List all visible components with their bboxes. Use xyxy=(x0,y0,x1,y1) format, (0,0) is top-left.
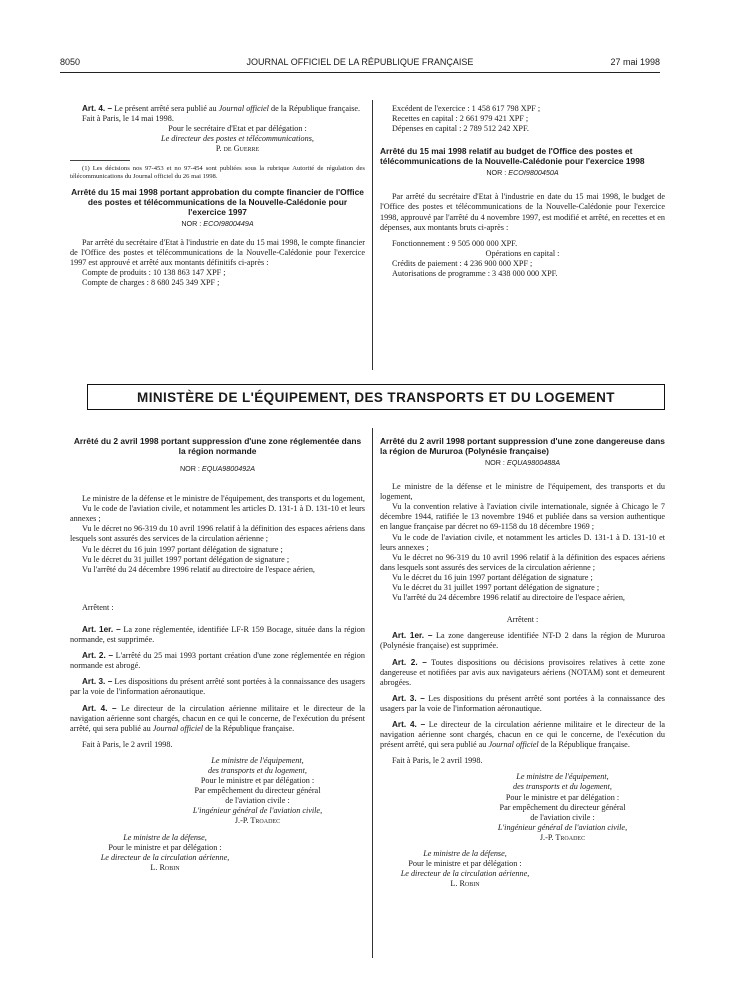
column-rule-bottom xyxy=(372,428,373,958)
compte-line: Dépenses en capital : 2 789 512 242 XPF. xyxy=(392,124,529,134)
article-4: Art. 4. – Le directeur de la circulation aérienne militaire et le directeur de la navigation aérienne sont chargés, chacun en ce qui le concerne, de l'exécution du présent arrêté, qui sera publié au Journal officiel de la République française. xyxy=(380,719,665,750)
signature-defense: Le ministre de la défense, Pour le ministre et par délégation : Le directeur de la circulation aérienne, L. Robin xyxy=(100,832,230,872)
visa: Vu l'arrêté du 24 décembre 1996 relatif au directoire de l'espace aérien, xyxy=(392,593,625,603)
arretent: Arrêtent : xyxy=(506,615,539,625)
compte-financier-body: Par arrêté du secrétaire d'Etat à l'industrie en date du 15 mai 1998, le compte financier de l'Office des postes et télécommunications de la Nouvelle-Calédonie pour l'exercice 1997 est approuvé et arrêté aux montants définitifs ci-après : xyxy=(70,237,365,267)
visa: Vu le décret no 96-319 du 10 avril 1996 relatif à la définition des espaces aériens dans lesquels sont assurés des services de la circulation aérienne ; xyxy=(70,524,365,544)
visa: Vu le décret du 16 juin 1997 portant délégation de signature ; xyxy=(82,544,283,554)
top-left-column xyxy=(70,104,365,288)
signature-line: Pour le secrétaire d'Etat et par délégation : xyxy=(168,124,307,134)
visa: Vu le décret du 31 juillet 1997 portant délégation de signature ; xyxy=(82,554,290,564)
visa: Vu le code de l'aviation civile, et notamment les articles D. 131-1 à D. 131-10 et leurs annexes ; xyxy=(380,532,665,552)
journal-title: JOURNAL OFFICIEL DE LA RÉPUBLIQUE FRANÇAISE xyxy=(246,57,474,67)
article-2: Art. 2. – L'arrêté du 25 mai 1993 portant création d'une zone réglementée en région normande est abrogé. xyxy=(70,651,365,671)
nor-reference: NOR : EQUA9800488A xyxy=(484,458,561,467)
visa: Vu l'arrêté du 24 décembre 1996 relatif au directoire de l'espace aérien, xyxy=(82,564,315,574)
article-1: Art. 1er. – La zone réglementée, identifiée LF-R 159 Bocage, située dans la région normande, est supprimée. xyxy=(70,624,365,645)
article-3: Art. 3. – Les dispositions du présent arrêté sont portées à la connaissance des usagers par la voie de l'information aéronautique. xyxy=(380,693,665,713)
visa: Vu le décret du 16 juin 1997 portant délégation de signature ; xyxy=(392,572,593,582)
footnote: (1) Les décisions nos 97-453 et no 97-454 sont publiées sous la rubrique Autorité de régulation des télécommunications du Journal officiel du 26 mai 1998. xyxy=(70,165,365,181)
signature-defense: Le ministre de la défense, Pour le ministre et par délégation : Le directeur de la circulation aérienne, L. Robin xyxy=(400,849,530,889)
compte-line: Recettes en capital : 2 661 979 421 XPF ; xyxy=(392,114,529,124)
nor-reference: NOR : EQUA9800492A xyxy=(179,464,256,473)
arrete-mururoa xyxy=(380,436,665,889)
article-1: Art. 1er. – La zone dangereuse identifiée NT-D 2 dans la région de Mururoa (Polynésie française) est supprimée. xyxy=(380,631,665,651)
issue-date: 27 mai 1998 xyxy=(610,57,660,67)
page-number: 8050 xyxy=(60,57,81,67)
article-2: Art. 2. – Toutes dispositions ou décisions provisoires relatives à cette zone dangereuse et notifiées par avis aux navigateurs aériens (NOTAM) sont et demeurent abrogées. xyxy=(380,657,665,687)
fait-a-paris: Fait à Paris, le 2 avril 1998. xyxy=(82,739,173,749)
article-4: Art. 4. – Le directeur de la circulation aérienne militaire et le directeur de la navigation aérienne sont chargés, chacun en ce qui le concerne, de l'exécution du présent arrêté, qui sera publié au Journal officiel de la République française. xyxy=(70,703,365,733)
footnote-rule xyxy=(70,160,130,161)
budget-line: Crédits de paiement : 4 236 900 000 XPF ; xyxy=(392,258,533,268)
compte-line: Excédent de l'exercice : 1 458 617 798 XPF ; xyxy=(392,104,541,113)
signature-equipement: Le ministre de l'équipement, des transports et du logement, Pour le ministre et par délégation : Par empêchement du directeur général de l'aviation civile : L'ingénieur général de l'aviation civile, J.-P. Troadec xyxy=(192,755,323,826)
mururoa-title: Arrêté du 2 avril 1998 portant suppression d'une zone dangereuse dans la région de Mururoa (Polynésie française) xyxy=(380,436,665,456)
visa: Vu la convention relative à l'aviation civile internationale, signée à Chicago le 7 décembre 1944, ratifiée le 13 novembre 1946 et publiée dans sa version authentique en langue française par décret no 69-1158 du 18 décembre 1969 ; xyxy=(380,502,665,532)
budget-line: Opérations en capital : xyxy=(485,248,560,258)
visa: Vu le décret no 96-319 du 10 avril 1996 relatif à la définition des espaces aériens dans lesquels sont assurés des services de la circulation aérienne ; xyxy=(380,552,665,572)
nor-reference: NOR : ECOI9800450A xyxy=(486,168,559,178)
arrete-normandie xyxy=(70,436,365,873)
compte-line: Compte de charges : 8 680 245 349 XPF ; xyxy=(82,277,220,287)
article-4-paragraph: Art. 4. – Le présent arrêté sera publié au Journal officiel de la République française. xyxy=(82,104,361,113)
page-header xyxy=(60,57,660,71)
visa: Le ministre de la défense et le ministre de l'équipement, des transports et du logement, xyxy=(82,494,365,504)
budget-line: Fonctionnement : 9 505 000 000 XPF. xyxy=(392,238,518,248)
fait-a-paris: Fait à Paris, le 14 mai 1998. xyxy=(82,114,174,124)
arretent: Arrêtent : xyxy=(82,602,114,612)
fait-a-paris: Fait à Paris, le 2 avril 1998. xyxy=(392,756,483,766)
visa: Vu le décret du 31 juillet 1997 portant délégation de signature ; xyxy=(392,583,600,593)
signature-title: Le directeur des postes et télécommunications, xyxy=(161,134,314,144)
compte-financier-title: Arrêté du 15 mai 1998 portant approbation du compte financier de l'Office des postes et télécommunications de la Nouvelle-Calédonie pour l'exercice 1997 xyxy=(71,187,364,218)
compte-line: Compte de produits : 10 138 863 147 XPF ; xyxy=(82,267,226,277)
budget-body: Par arrêté du secrétaire d'Etat à l'industrie en date du 15 mai 1998, le budget de l'Office des postes et télécommunications de la Nouvelle-Calédonie pour l'exercice 1998, approuvé par l'arrêté du 4 novembre 1997, est modifié et arrêté, en recettes et en dépenses, aux montants bruts ci-après : xyxy=(380,192,665,232)
signature-name: P. de Guerre xyxy=(215,144,260,154)
article-3: Art. 3. – Les dispositions du présent arrêté sont portées à la connaissance des usagers par la voie de l'information aéronautique. xyxy=(70,677,365,697)
signature-equipement: Le ministre de l'équipement, des transports et du logement, Pour le ministre et par délégation : Par empêchement du directeur général de l'aviation civile : L'ingénieur général de l'aviation civile, J.-P. Troadec xyxy=(497,772,628,842)
budget-line: Autorisations de programme : 3 438 000 000 XPF. xyxy=(392,269,558,279)
column-rule-top xyxy=(372,100,373,370)
budget-title: Arrêté du 15 mai 1998 relatif au budget de l'Office des postes et télécommunications de la Nouvelle-Calédonie pour l'exercice 1998 xyxy=(380,146,645,167)
visa: Le ministre de la défense et le ministre de l'équipement, des transports et du logement, xyxy=(380,482,665,502)
normandie-title: Arrêté du 2 avril 1998 portant suppression d'une zone réglementée dans la région normande xyxy=(73,436,362,456)
ministry-title: MINISTÈRE DE L'ÉQUIPEMENT, DES TRANSPORTS ET DU LOGEMENT xyxy=(137,389,615,405)
visa: Vu le code de l'aviation civile, et notamment les articles D. 131-1 à D. 131-10 et leurs annexes ; xyxy=(70,504,365,524)
nor-reference: NOR : ECOI9800449A xyxy=(181,219,254,229)
header-rule xyxy=(60,72,660,73)
top-right-column xyxy=(380,104,665,279)
ministry-heading xyxy=(87,384,665,410)
